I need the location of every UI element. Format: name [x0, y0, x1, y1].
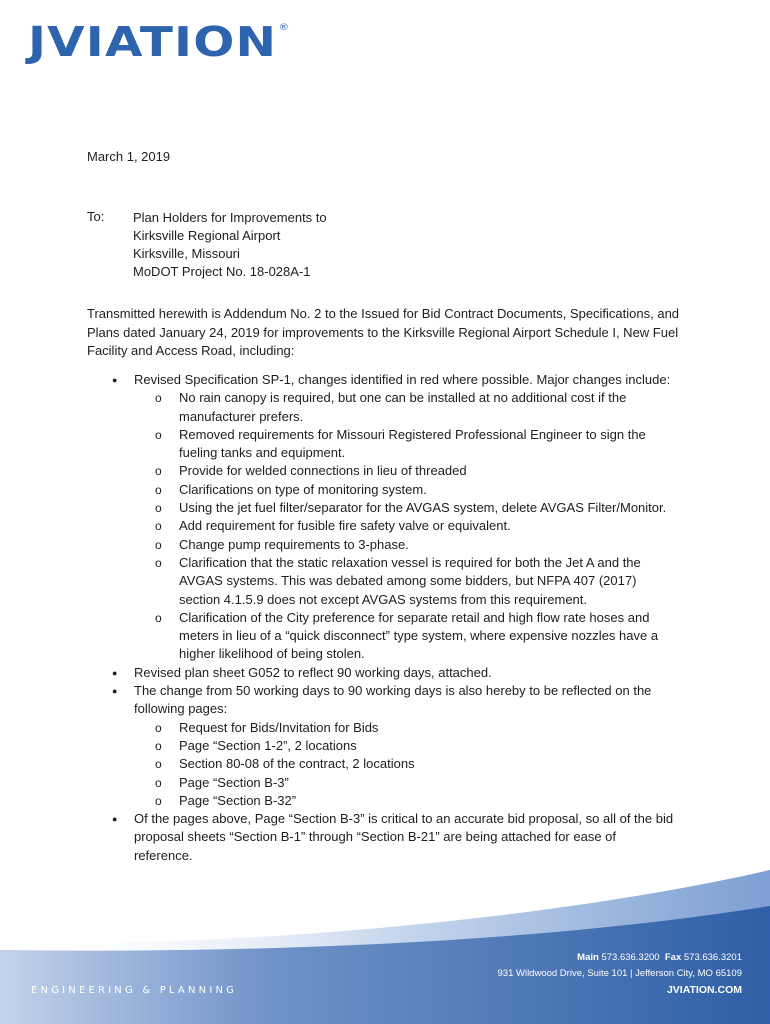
sub-list-item-text: Page “Section B-3” — [179, 774, 289, 790]
sub-list-item — [0, 517, 679, 535]
sub-bullet-icon: o — [155, 757, 162, 772]
list-item — [0, 810, 674, 865]
list-item-text: Revised Specification SP-1, changes identified in red where possible. Major changes include: — [134, 372, 671, 387]
sub-list-item — [0, 737, 679, 755]
recipient-line: Kirksville, Missouri — [133, 246, 240, 261]
footer-band — [0, 868, 770, 1024]
logo-wordmark: JVIATION — [28, 18, 278, 66]
main-label: Main — [577, 952, 599, 963]
sub-list-item-text: Using the jet fuel filter/separator for the AVGAS system, delete AVGAS Filter/Monitor. — [179, 500, 667, 516]
recipient-line: Plan Holders for Improvements to — [133, 210, 327, 225]
bullet-icon: ● — [112, 686, 118, 697]
sub-list-item-text: Page “Section 1-2”, 2 locations — [179, 737, 357, 753]
sub-list-item-text: Clarification that the static relaxation vessel is required for both the Jet A and the AVGAS systems. This was debated among some bidders, but NFPA 407 (2017) section 4.1.5.9 does not except AVGAS systems from this requirement. — [179, 554, 641, 607]
sub-bullet-icon: o — [155, 720, 162, 735]
sub-bullet-icon: o — [155, 391, 162, 406]
intro-paragraph: Transmitted herewith is Addendum No. 2 to the Issued for Bid Contract Documents, Specifications, and Plans dated January 24, 2019 for improvements to the Kirksville Regional Airport Schedule I, New Fuel Facility and Access Road, including: — [87, 306, 680, 358]
recipient-line: Kirksville Regional Airport — [133, 228, 281, 243]
footer-address: 931 Wildwood Drive, Suite 101 | Jefferson City, MO 65109 — [497, 968, 742, 979]
footer-phones — [498, 950, 743, 966]
sub-bullet-icon: o — [155, 610, 162, 625]
fax-phone: 573.636.3201 — [683, 952, 742, 963]
list-item — [0, 664, 674, 682]
sub-bullet-icon: o — [155, 501, 162, 516]
sub-list-item — [0, 426, 679, 463]
main-phone: 573.636.3200 — [601, 952, 660, 963]
sub-list-item-text: No rain canopy is required, but one can be installed at no additional cost if the manufacturer prefers. — [179, 390, 627, 424]
sub-list-item — [0, 462, 679, 480]
sub-bullet-icon: o — [155, 427, 162, 442]
sub-list-item-text: Provide for welded connections in lieu of threaded — [179, 463, 467, 479]
sub-bullet-icon: o — [155, 738, 162, 753]
footer-website: JVIATION.COM — [666, 984, 742, 996]
sub-bullet-icon: o — [155, 793, 162, 808]
list-item — [0, 371, 674, 389]
sub-list-item — [0, 792, 679, 810]
jviation-logo — [28, 18, 291, 66]
footer-tagline: ENGINEERING & PLANNING — [31, 985, 238, 996]
sub-list-item — [0, 609, 679, 664]
sub-list-item — [0, 536, 679, 554]
sub-list-item — [0, 774, 679, 792]
sub-list-item — [0, 719, 679, 737]
sub-list-item-text: Add requirement for fusible fire safety valve or equivalent. — [179, 518, 511, 534]
list-item-text: Revised plan sheet G052 to reflect 90 working days, attached. — [134, 664, 492, 680]
sub-bullet-icon: o — [155, 464, 162, 479]
sub-list-item — [0, 481, 679, 499]
list-item-text: Of the pages above, Page “Section B-3” is critical to an accurate bid proposal, so all of the bid proposal sheets “Section B-1” through “Section B-21” are being attached for ease of reference. — [134, 811, 674, 863]
sub-bullet-icon: o — [155, 482, 162, 497]
sub-list-item — [0, 554, 679, 609]
to-label: To: — [87, 209, 105, 224]
sub-list-item-text: Request for Bids/Invitation for Bids — [179, 719, 379, 735]
sub-bullet-icon: o — [155, 555, 162, 570]
footer-contact — [498, 950, 743, 998]
bullet-icon: ● — [112, 814, 118, 825]
list-item-text: The change from 50 working days to 90 working days is also hereby to be reflected on the following pages: — [134, 683, 652, 717]
registered-mark: ® — [278, 23, 291, 33]
sub-list-item-text: Clarifications on type of monitoring system. — [179, 481, 427, 497]
sub-list-item — [0, 499, 679, 517]
sub-list-item-text: Removed requirements for Missouri Registered Professional Engineer to sign the fueling tanks and equipment. — [179, 426, 646, 461]
sub-list-item-text: Change pump requirements to 3-phase. — [179, 536, 409, 552]
fax-label: Fax — [664, 952, 682, 963]
change-list — [0, 371, 770, 865]
list-item — [0, 682, 674, 719]
sub-bullet-icon: o — [155, 775, 162, 790]
sub-list-item-text: Section 80-08 of the contract, 2 locations — [179, 756, 415, 772]
bullet-icon: ● — [112, 667, 118, 678]
sub-list-item — [0, 755, 679, 773]
recipient-block — [133, 209, 327, 281]
letter-date: March 1, 2019 — [87, 149, 171, 164]
sub-bullet-icon: o — [155, 519, 162, 534]
sub-bullet-icon: o — [155, 537, 162, 552]
recipient-line: MoDOT Project No. 18-028A-1 — [133, 264, 311, 279]
sub-list-item-text: Clarification of the City preference for separate retail and high flow rate hoses and meters in lieu of a “quick disconnect” type system, where expensive nozzles have a higher likelihood of being stolen. — [179, 609, 659, 662]
sub-list-item-text: Page “Section B-32” — [179, 792, 297, 808]
sub-list-item — [0, 389, 679, 426]
bullet-icon: ● — [112, 375, 118, 385]
